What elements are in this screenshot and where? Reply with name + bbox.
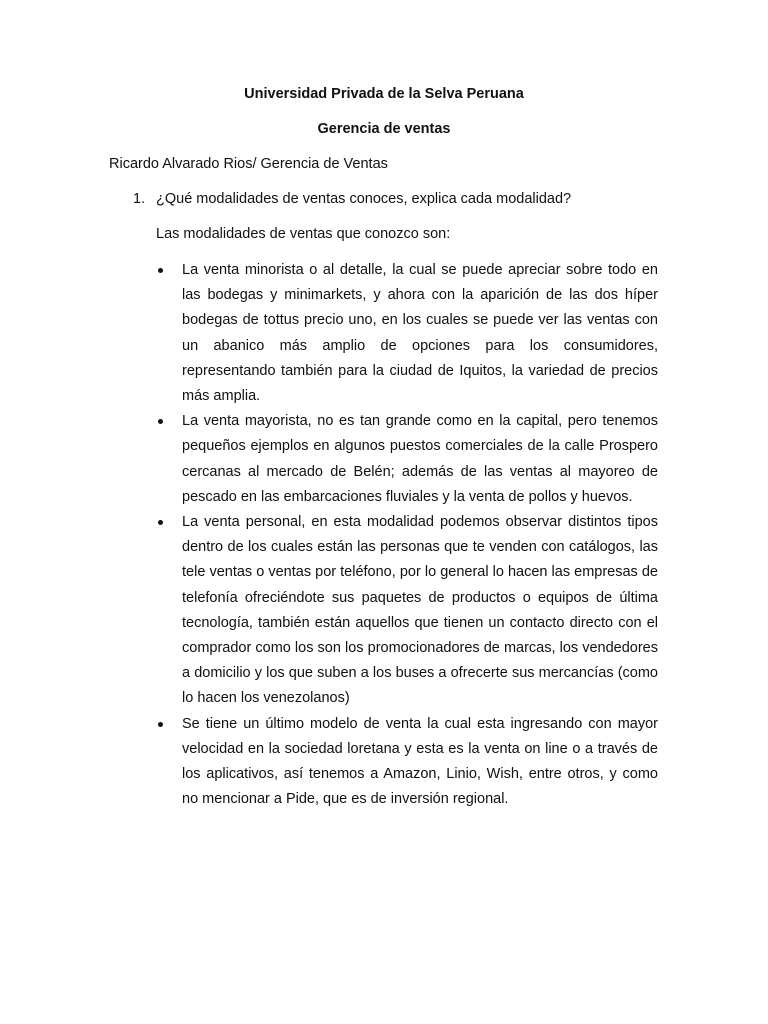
university-title: Universidad Privada de la Selva Peruana	[244, 86, 524, 102]
course-title: Gerencia de ventas	[317, 121, 451, 137]
bullet-icon	[158, 268, 163, 273]
list-item	[156, 409, 658, 510]
list-item	[156, 258, 658, 409]
list-item-text: Se tiene un último modelo de venta la cual esta ingresando con mayor velocidad en la sociedad loretana y esta es la venta on line o a través de los aplicativos, así tenemos a Amazon, Linio, Wish, entre otros, y como no mencionar a Pide, que es de inversión regional.	[182, 715, 658, 808]
list-item-text: La venta minorista o al detalle, la cual se puede apreciar sobre todo en las bodegas y minimarkets, y ahora con la aparición de las dos híper bodegas de tottus precio uno, en los cuales se puede ver las ventas con un abanico más amplio de opciones para los consumidores, representando también para la ciudad de Iquitos, la variedad de precios más amplia.	[182, 262, 658, 405]
author-line: Ricardo Alvarado Rios/ Gerencia de Ventas	[109, 156, 388, 172]
question-item	[133, 190, 571, 208]
bullet-icon	[158, 722, 163, 727]
question-number: 1.	[133, 191, 146, 207]
bullet-icon	[158, 419, 163, 424]
modalities-list	[156, 258, 658, 812]
list-item-text: La venta personal, en esta modalidad podemos observar distintos tipos dentro de los cuales están las personas que te venden con catálogos, las tele ventas o ventas por teléfono, por lo general lo hacen las empresas de telefonía ofreciéndote sus paquetes de productos o equipos de última tecnología, también están aquellos que tienen un contacto directo con el comprador como los son los promocionadores de marcas, los vendedores a domicilio y los que suben a los buses a ofrecerte sus mercancías (como lo hacen los venezolanos)	[182, 514, 658, 707]
list-item	[156, 712, 658, 813]
bullet-icon	[158, 520, 163, 525]
list-item-text: La venta mayorista, no es tan grande como en la capital, pero tenemos pequeños ejemplos en algunos puestos comerciales de la calle Prospero cercanas al mercado de Belén; además de las ventas al mayoreo de pescado en las embarcaciones fluviales y la venta de pollos y huevos.	[182, 413, 658, 505]
answer-intro: Las modalidades de ventas que conozco son:	[156, 226, 451, 242]
question-text: ¿Qué modalidades de ventas conoces, explica cada modalidad?	[156, 191, 572, 207]
list-item	[156, 510, 658, 712]
